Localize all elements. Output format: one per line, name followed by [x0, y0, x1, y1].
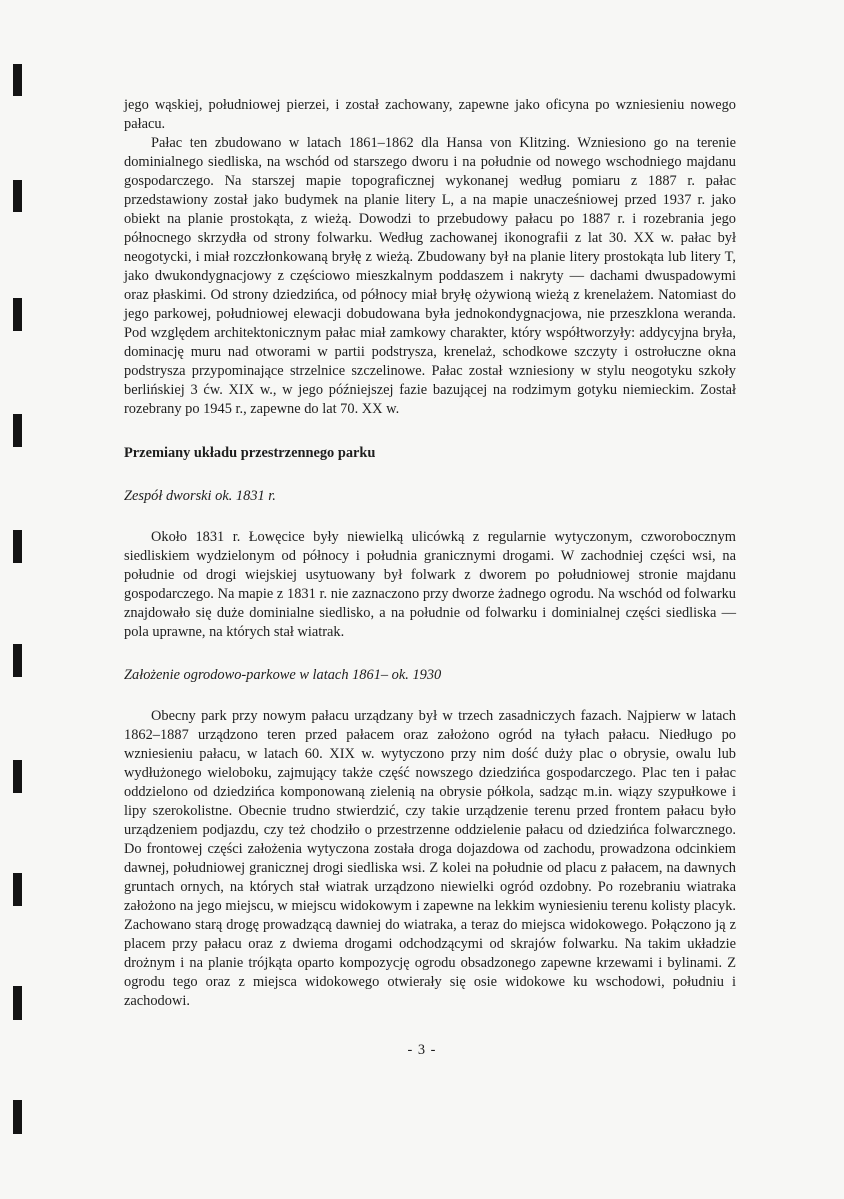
binding-mark — [13, 298, 22, 331]
binding-mark — [13, 1100, 22, 1134]
binding-mark — [13, 986, 22, 1020]
section-heading: Przemiany układu przestrzennego parku — [124, 445, 376, 461]
binding-mark — [13, 873, 22, 906]
paragraph-park-phases: Obecny park przy nowym pałacu urządzany był w trzech zasadniczych fazach. Najpierw w latach 1862–1887 urządzono teren przed pałacem oraz założono ogród na tyłach pałacu. Niedługo po wzniesieniu pałacu, w latach 60. XIX w. wytyczono przy nim dość duży plac o obrysie, owalu lub wydłużonego wieloboku, zajmujący także część nowszego dziedzińca gospodarczego. Plac ten i pałac oddzielono od dziedzińca komponowaną zielenią na obrysie półkola, sadząc m.in. wiązy szypułkowe i lipy szerokolistne. Obecnie trudno stwierdzić, czy takie urządzenie terenu przed frontem pałacu było urządzeniem podjazdu, czy też chodziło o przestrzenne oddzielenie pałacu od dziedzińca folwarcznego. Do frontowej części założenia wytyczona została droga dojazdowa od zachodu, prowadzona odcinkiem dawnej, południowej granicznej drogi siedliska wsi. Z kolei na południe od placu z pałacem, na dawnych gruntach ornych, na których stał wiatrak urządzono niewielki ogród ozdobny. Po rozebraniu wiatraka założono na jego miejscu, w miejscu widokowym i zapewne na lekkim wyniesieniu terenu kolisty placyk. Zachowano starą drogę prowadzącą dawniej do wiatraka, a teraz do miejsca widokowego. Połączono ją z placem przy pałacu oraz z dwiema drogami odchodzącymi od skrajów folwarku. Na takim układzie drożnym i na planie trójkąta oparto kompozycję ogrodu obsadzonego zapewne krzewami i bylinami. Z ogrodu tego oraz z miejsca widokowego otwierały się osie widokowe ku wschodowi, południu i zachodowi. — [124, 708, 736, 1009]
paragraph-palace-history: Pałac ten zbudowano w latach 1861–1862 dla Hansa von Klitzing. Wzniesiono go na terenie dominialnego siedliska, na wschód od starszego dworu i na południe od nowego wschodniego majdanu gospodarczego. Na starszej mapie topograficznej wykonanej według pomiaru z 1887 r. pałac przedstawiony został jako budymek na planie litery L, a na mapie unacześniowej przed 1937 r. jako obiekt na planie prostokąta, z wieżą. Dowodzi to przebudowy pałacu po 1887 r. i rozebrania jego północnego skrzydła od strony folwarku. Według zachowanej ikonografii z lat 30. XX w. pałac był neogotycki, i miał rozczłonkowaną bryłę z wieżą. Zbudowany był na planie litery prostokąta lub litery T, jako dwukondygnacjowy z częściowo mieszkalnym poddaszem i nakryty — dachami dwuspadowymi oraz płaskimi. Od strony dziedzińca, od północy miał bryłę ożywioną wieżą z krenelażem. Natomiast do jego parkowej, południowej elewacji dobudowana była jednokondygnacjowa, nie przeszklona weranda. Pod względem architektonicznym pałac miał zamkowy charakter, który współtworzyły: addycyjna bryła, dominację muru nad otworami w partii podstrysza, krenelaż, schodkowe szczyty i ostrołuczne okna podstrysza przypominające strzelnice szczelinowe. Pałac został wzniesiony w stylu neogotyku szkoły berlińskiej 3 ćw. XIX w., w jego późniejszej fazie bazującej na rodzimym gotyku niemieckim. Został rozebrany po 1945 r., zapewne do lat 70. XX w. — [124, 135, 736, 417]
binding-mark — [13, 530, 22, 563]
subheading-1831: Zespół dworski ok. 1831 r. — [124, 488, 276, 504]
document-body — [124, 96, 736, 1011]
binding-mark — [13, 64, 22, 96]
binding-mark — [13, 760, 22, 793]
binding-mark — [13, 180, 22, 212]
binding-mark — [13, 414, 22, 447]
paragraph-continuation: jego wąskiej, południowej pierzei, i został zachowany, zapewne jako oficyna po wzniesieniu nowego pałacu. — [124, 97, 736, 132]
subheading-1861-1930: Założenie ogrodowo-parkowe w latach 1861– ok. 1930 — [124, 667, 442, 683]
page-number: - 3 - — [407, 1042, 437, 1058]
binding-mark — [13, 644, 22, 677]
paragraph-1831: Około 1831 r. Łowęcice były niewielką ulicówką z regularnie wytyczonym, czworobocznym siedliskiem wydzielonym od północy i południa granicznymi drogami. W zachodniej części wsi, na południe od drogi wiejskiej usytuowany był folwark z dworem po południowej stronie majdanu gospodarczego. Na mapie z 1831 r. nie zaznaczono przy dworze żadnego ogrodu. Na wschód od folwarku znajdowało się duże dominialne siedlisko, a na południe od folwarku i dominialnej części siedliska — pola uprawne, na których stał wiatrak. — [124, 529, 736, 640]
